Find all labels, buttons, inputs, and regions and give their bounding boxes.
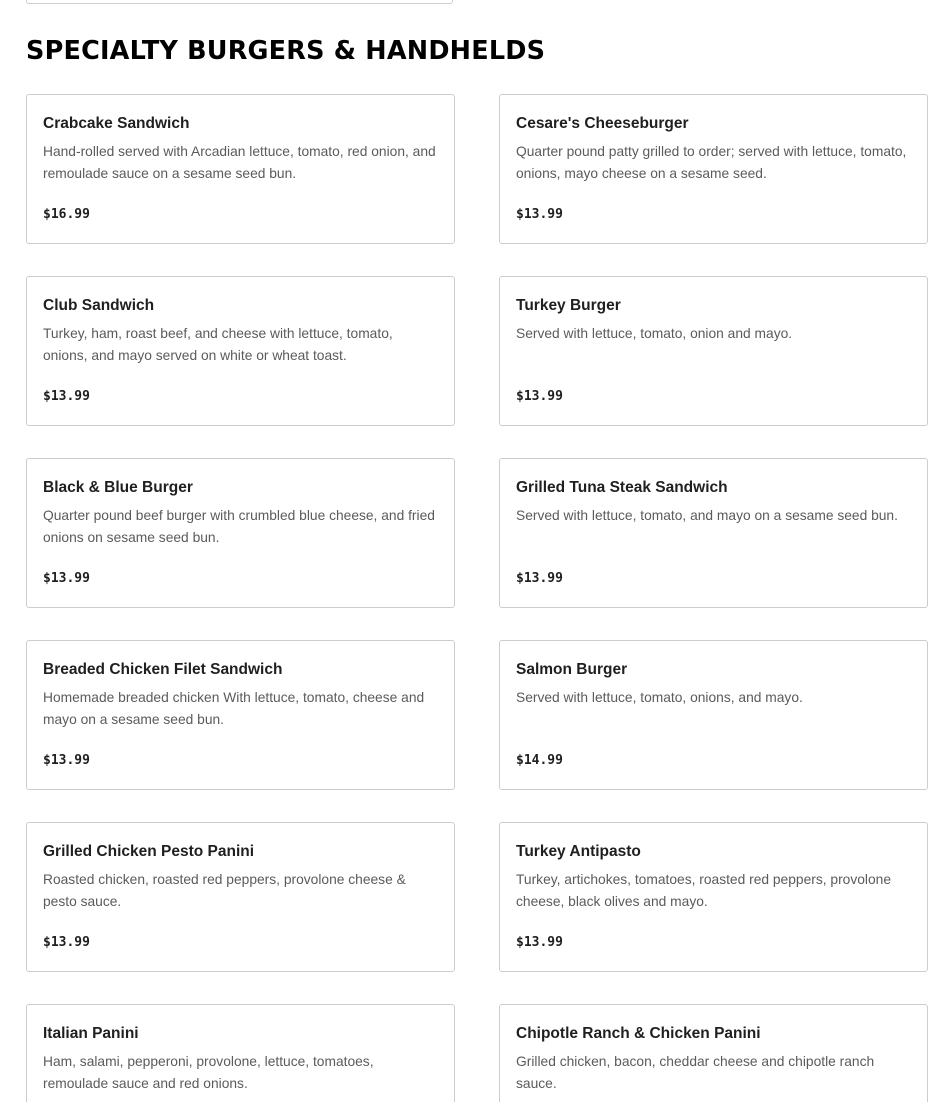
menu-item-price: $13.99 — [516, 207, 563, 222]
menu-item-price: $14.99 — [516, 753, 563, 768]
menu-item-name: Black & Blue Burger — [43, 479, 193, 496]
menu-item-card[interactable] — [499, 276, 928, 426]
menu-item-name: Club Sandwich — [43, 297, 155, 314]
menu-item-price: $13.99 — [516, 389, 563, 404]
menu-item-name: Crabcake Sandwich — [43, 115, 190, 132]
menu-item-card[interactable] — [26, 640, 455, 790]
menu-item-description: Served with lettuce, tomato, onion and mayo. — [516, 326, 793, 341]
menu-item-price: $13.99 — [516, 571, 563, 586]
menu-item-price: $13.99 — [43, 389, 90, 404]
menu-item-card[interactable] — [499, 94, 928, 244]
menu-item-name: Salmon Burger — [516, 661, 628, 678]
menu-item-description: Turkey, artichokes, tomatoes, roasted red peppers, provolone cheese, black olives and mayo. — [516, 872, 892, 909]
menu-item-price: $13.99 — [43, 753, 90, 768]
menu-item-name: Turkey Antipasto — [516, 843, 641, 860]
menu-item-card[interactable] — [499, 458, 928, 608]
menu-item-price: $16.99 — [43, 207, 90, 222]
menu-item-card[interactable] — [26, 1004, 455, 1102]
menu-item-description: Hand-rolled served with Arcadian lettuce, tomato, red onion, and remoulade sauce on a sesame seed bun. — [43, 144, 436, 181]
menu-item-description: Turkey, ham, roast beef, and cheese with lettuce, tomato, onions, and mayo served on white or wheat toast. — [43, 326, 393, 363]
menu-item-card[interactable] — [26, 94, 455, 244]
menu-item-price: $13.99 — [43, 935, 90, 950]
menu-items-grid — [26, 94, 928, 1102]
menu-item-card[interactable] — [499, 640, 928, 790]
menu-item-name: Cesare's Cheeseburger — [516, 115, 689, 132]
menu-item-name: Turkey Burger — [516, 297, 621, 314]
menu-item-name: Breaded Chicken Filet Sandwich — [43, 661, 283, 678]
menu-item-name: Italian Panini — [43, 1025, 139, 1042]
menu-item-card[interactable] — [26, 822, 455, 972]
menu-item-price: $13.99 — [516, 935, 563, 950]
menu-item-name: Grilled Tuna Steak Sandwich — [516, 479, 728, 496]
section-title: SPECIALTY BURGERS & HANDHELDS — [26, 36, 546, 66]
menu-item-description: Grilled chicken, bacon, cheddar cheese and chipotle ranch sauce. — [516, 1054, 875, 1091]
menu-item-description: Ham, salami, pepperoni, provolone, lettuce, tomatoes, remoulade sauce and red onions. — [43, 1054, 374, 1091]
menu-item-card[interactable] — [499, 822, 928, 972]
menu-item-card[interactable] — [499, 1004, 928, 1102]
previous-menu-item-card[interactable] — [26, 0, 453, 4]
menu-item-card[interactable] — [26, 276, 455, 426]
menu-item-name: Grilled Chicken Pesto Panini — [43, 843, 255, 860]
menu-item-description: Quarter pound patty grilled to order; served with lettuce, tomato, onions, mayo cheese on a sesame seed. — [516, 144, 907, 181]
menu-item-description: Roasted chicken, roasted red peppers, provolone cheese & pesto sauce. — [43, 872, 406, 909]
menu-item-description: Served with lettuce, tomato, and mayo on a sesame seed bun. — [516, 508, 898, 523]
menu-item-name: Chipotle Ranch & Chicken Panini — [516, 1025, 761, 1042]
menu-item-price: $13.99 — [43, 571, 90, 586]
menu-item-description: Homemade breaded chicken With lettuce, tomato, cheese and mayo on a sesame seed bun. — [43, 690, 425, 727]
menu-item-card[interactable] — [26, 458, 455, 608]
menu-item-description: Served with lettuce, tomato, onions, and mayo. — [516, 690, 803, 705]
menu-item-description: Quarter pound beef burger with crumbled blue cheese, and fried onions on sesame seed bun. — [43, 508, 435, 545]
